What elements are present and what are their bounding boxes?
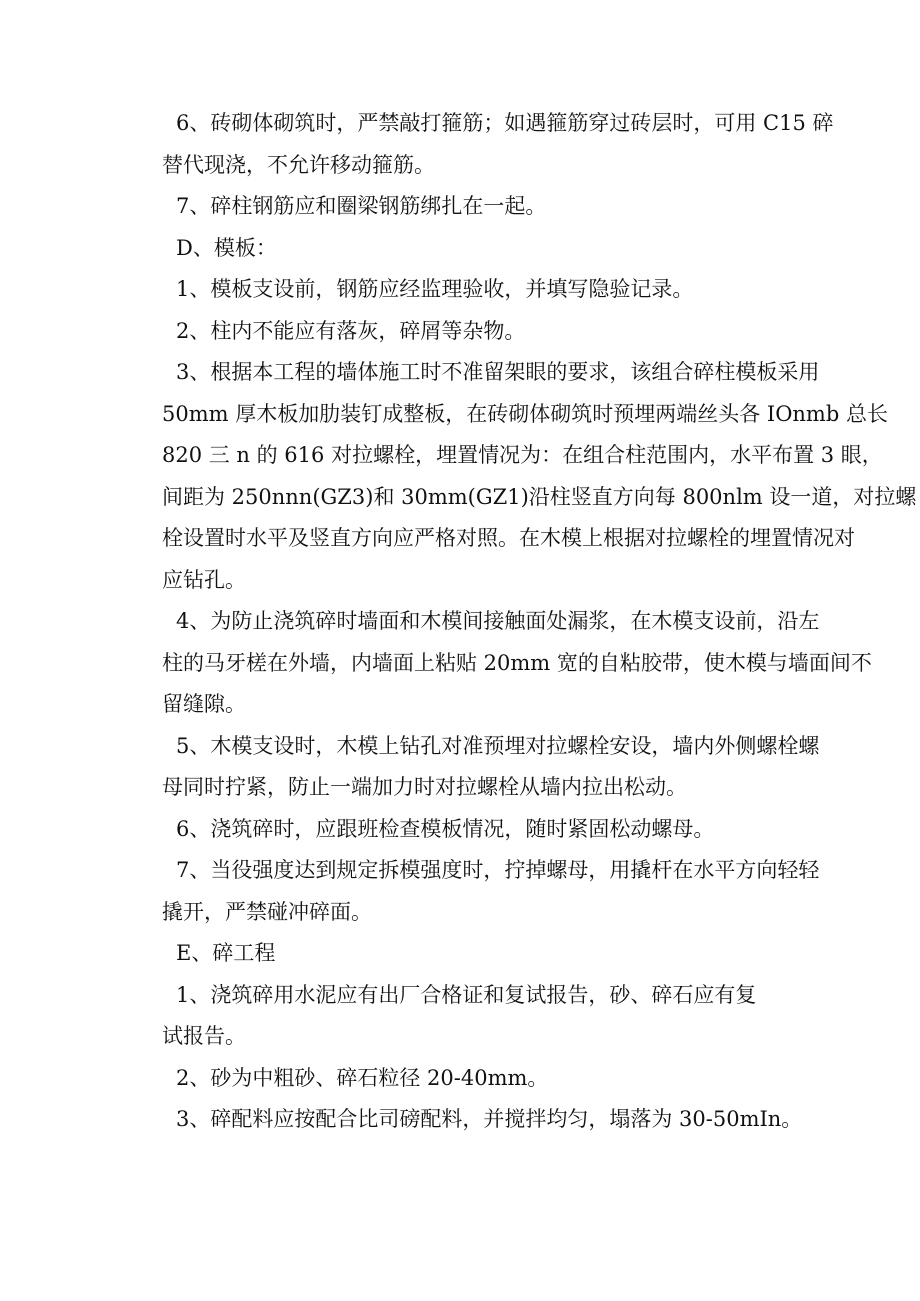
text-line: 间距为 250nnn(GZ3)和 30mm(GZ1)沿柱竖直方向每 800nlm 设一道，对拉螺 (162, 484, 917, 509)
text-line: 2、柱内不能应有落灰，碎屑等杂物。 (176, 318, 526, 343)
text-line: 7、当役强度达到规定拆模强度时，拧掉螺母，用撬杆在水平方向轻轻 (176, 858, 820, 882)
text-line: 应钻孔。 (162, 567, 246, 592)
text-line: 6、浇筑碎时，应跟班检查模板情况，随时紧固松动螺母。 (176, 816, 715, 841)
text-line: 6、砖砌体砌筑时，严禁敲打箍筋；如遇箍筋穿过砖层时，可用 C15 碎 (176, 111, 834, 135)
text-line: 1、模板支设前，钢筋应经监理验收，并填写隐验记录。 (176, 277, 694, 301)
text-line: 4、为防止浇筑碎时墙面和木模间接触面处漏浆，在木模支设前，沿左 (176, 609, 820, 633)
document-body (162, 103, 917, 1141)
text-line: 3、碎配料应按配合比司磅配料，并搅拌均匀，塌落为 30-50mIn。 (176, 1107, 803, 1131)
text-line: 栓设置时水平及竖直方向应严格对照。在木模上根据对拉螺栓的埋置情况对 (162, 526, 855, 550)
text-line: 试报告。 (162, 1024, 246, 1048)
text-line: D、模板： (176, 235, 277, 260)
text-line: 5、木模支设时，木模上钻孔对准预埋对拉螺栓安设，墙内外侧螺栓螺 (176, 733, 820, 758)
text-line: 柱的马牙槎在外墙，内墙面上粘贴 20mm 宽的自粘胶带，使木模与墙面间不 (162, 650, 872, 675)
text-line: 撬开，严禁碰冲碎面。 (162, 899, 372, 924)
text-line: 1、浇筑碎用水泥应有出厂合格证和复试报告，砂、碎石应有复 (176, 982, 757, 1007)
text-line: 820 三 n 的 616 对拉螺栓，埋置情况为：在组合柱范围内，水平布置 3 眼， (162, 443, 883, 467)
text-line: E、碎工程 (176, 941, 276, 965)
text-line: 2、砂为中粗砂、碎石粒径 20-40mm。 (176, 1065, 549, 1090)
text-line: 50mm 厚木板加肋装钉成整板，在砖砌体砌筑时预埋两端丝头各 IOnmb 总长 (162, 401, 888, 426)
text-line: 留缝隙。 (162, 692, 246, 716)
text-line: 母同时拧紧，防止一端加力时对拉螺栓从墙内拉出松动。 (162, 775, 687, 799)
text-line: 3、根据本工程的墙体施工时不准留架眼的要求，该组合碎柱模板采用 (176, 360, 820, 384)
text-line: 替代现浇，不允许移动箍筋。 (162, 152, 435, 177)
text-line: 7、碎柱钢筋应和圈梁钢筋绑扎在一起。 (176, 194, 547, 218)
